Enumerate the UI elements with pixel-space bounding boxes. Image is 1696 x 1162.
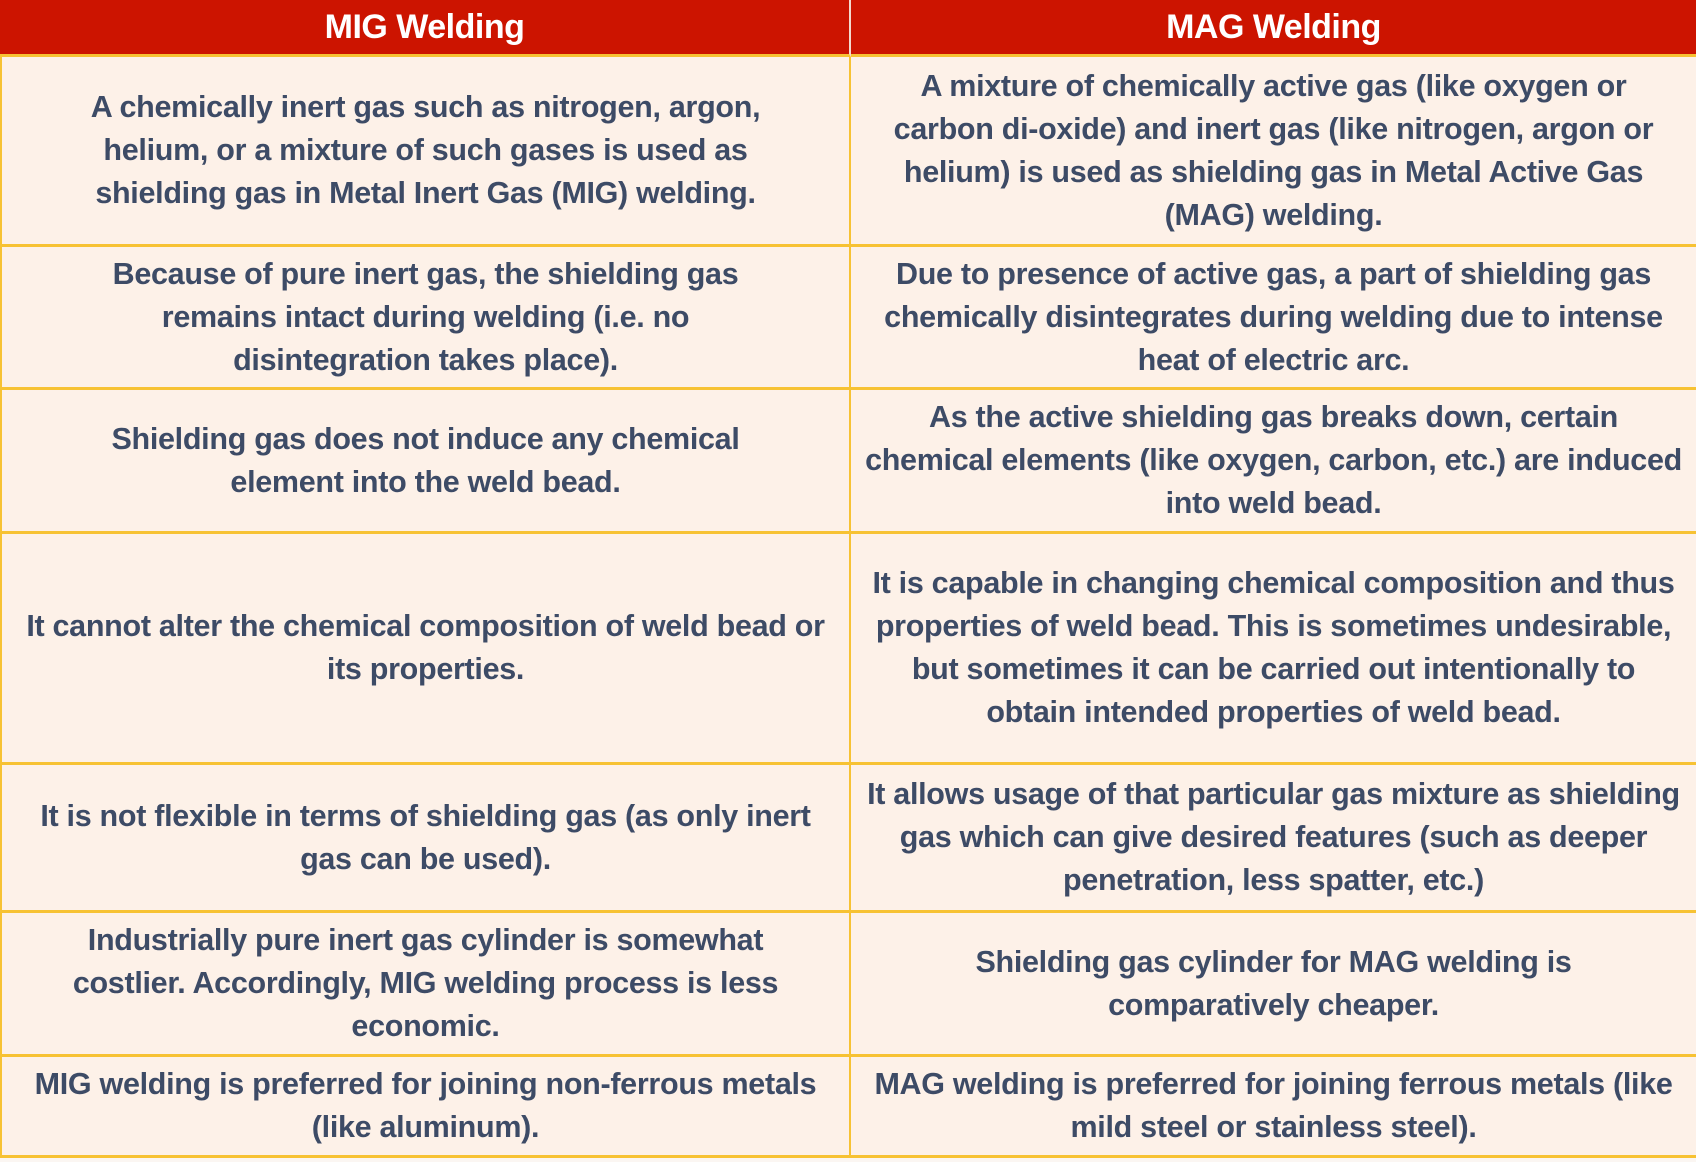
row-5-mag-text: It allows usage of that particular gas mixture as shielding gas which can give desired features (such as deeper penetration, less spatter, etc.) [867, 777, 1680, 897]
row-1-mig-cell [0, 57, 851, 247]
row-6-mag-text: Shielding gas cylinder for MAG welding is comparatively cheaper. [975, 944, 1572, 1022]
row-7-mag-text: MAG welding is preferred for joining ferrous metals (like mild steel or stainless steel). [874, 1067, 1673, 1144]
row-2-mag-cell [851, 247, 1696, 390]
row-4-mag-text: It is capable in changing chemical composition and thus properties of weld bead. This is sometimes undesirable, but sometimes it can be carried out intentionally to obtain intended properties of weld bead. [872, 566, 1675, 729]
row-2-mag-text: Due to presence of active gas, a part of shielding gas chemically disintegrates during welding due to intense heat of electric arc. [884, 256, 1663, 377]
row-1-mig-text: A chemically inert gas such as nitrogen, argon, helium, or a mixture of such gases is used as shielding gas in Metal Inert Gas (MIG) welding. [90, 90, 761, 210]
row-3-mig-text: Shielding gas does not induce any chemical element into the weld bead. [111, 421, 740, 499]
row-6-mig-cell [0, 913, 851, 1057]
row-7-mig-cell [0, 1057, 851, 1158]
row-6-mag-cell [851, 913, 1696, 1057]
row-4-mig-cell [0, 534, 851, 765]
row-3-mig-cell [0, 390, 851, 534]
row-6-mig-text: Industrially pure inert gas cylinder is somewhat costlier. Accordingly, MIG welding process is less economic. [72, 923, 779, 1043]
row-7-mig-text: MIG welding is preferred for joining non-ferrous metals (like aluminum). [34, 1067, 817, 1144]
row-2-mig-text: Because of pure inert gas, the shielding gas remains intact during welding (i.e. no disintegration takes place). [112, 256, 739, 377]
row-1-mag-cell [851, 57, 1696, 247]
row-5-mig-text: It is not flexible in terms of shielding gas (as only inert gas can be used). [40, 798, 811, 876]
row-4-mig-text: It cannot alter the chemical composition of weld bead or its properties. [26, 609, 825, 686]
header-mig-welding: MIG Welding [0, 0, 851, 57]
row-1-mag-text: A mixture of chemically active gas (like oxygen or carbon di-oxide) and inert gas (like nitrogen, argon or helium) is used as shielding gas in Metal Active Gas (MAG) welding. [893, 68, 1654, 232]
row-4-mag-cell [851, 534, 1696, 765]
row-7-mag-cell [851, 1057, 1696, 1158]
row-3-mag-cell [851, 390, 1696, 534]
row-5-mag-cell [851, 765, 1696, 913]
row-2-mig-cell [0, 247, 851, 390]
bottom-strip [0, 1158, 1696, 1162]
row-5-mig-cell [0, 765, 851, 913]
row-3-mag-text: As the active shielding gas breaks down, certain chemical elements (like oxygen, carbon, etc.) are induced into weld bead. [865, 400, 1682, 520]
header-mag-welding: MAG Welding [851, 0, 1696, 57]
